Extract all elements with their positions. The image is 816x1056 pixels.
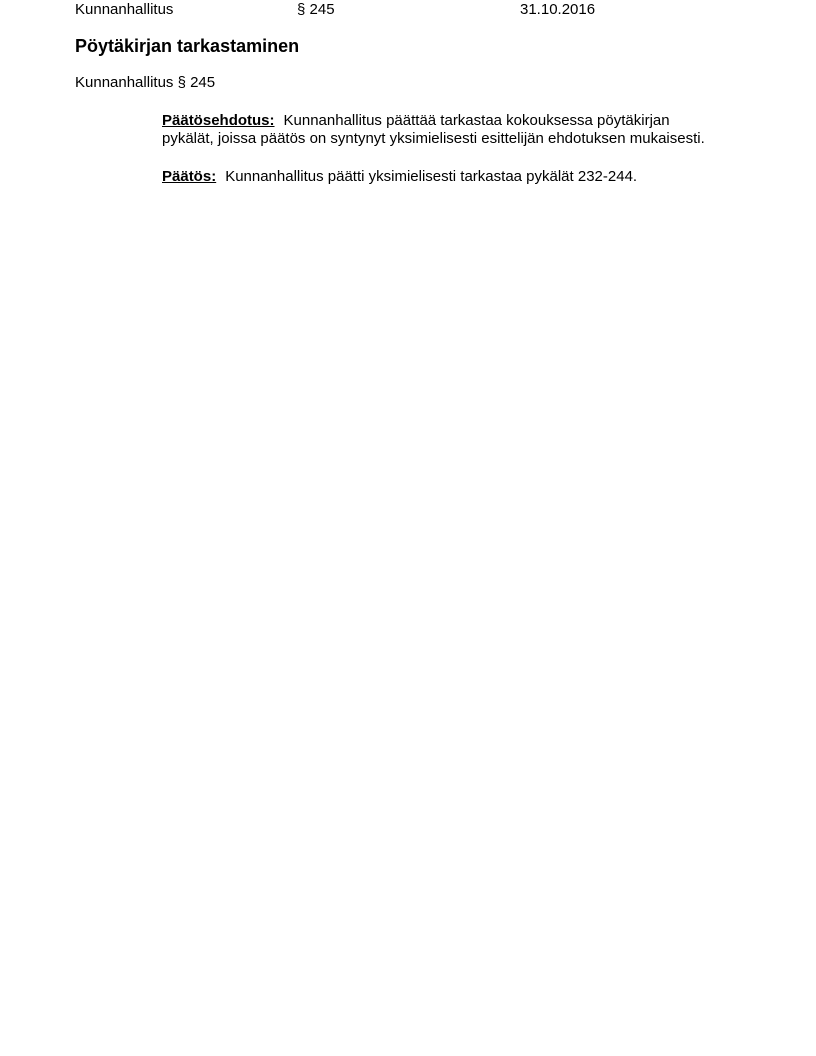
page-title: Pöytäkirjan tarkastaminen bbox=[75, 36, 300, 56]
decision-text: Kunnanhallitus päätti yksimielisesti tarkastaa pykälät 232-244. bbox=[225, 168, 638, 185]
header-committee-name: Kunnanhallitus bbox=[75, 1, 174, 18]
page-header bbox=[0, 1, 816, 19]
decision-label: Päätös: bbox=[162, 168, 217, 185]
section-subheading: Kunnanhallitus § 245 bbox=[75, 74, 216, 91]
proposal-paragraph bbox=[162, 112, 710, 148]
header-meeting-date: 31.10.2016 bbox=[520, 1, 596, 18]
decision-paragraph bbox=[162, 168, 710, 186]
header-section-number: § 245 bbox=[297, 1, 335, 18]
proposal-label: Päätösehdotus: bbox=[162, 112, 275, 129]
proposal-text: Kunnanhallitus päättää tarkastaa kokouksessa pöytäkirjan pykälät, joissa päätös on syntynyt yksimielisesti esittelijän ehdotuksen mukaisesti. bbox=[162, 112, 705, 147]
body-text-block bbox=[162, 112, 710, 186]
